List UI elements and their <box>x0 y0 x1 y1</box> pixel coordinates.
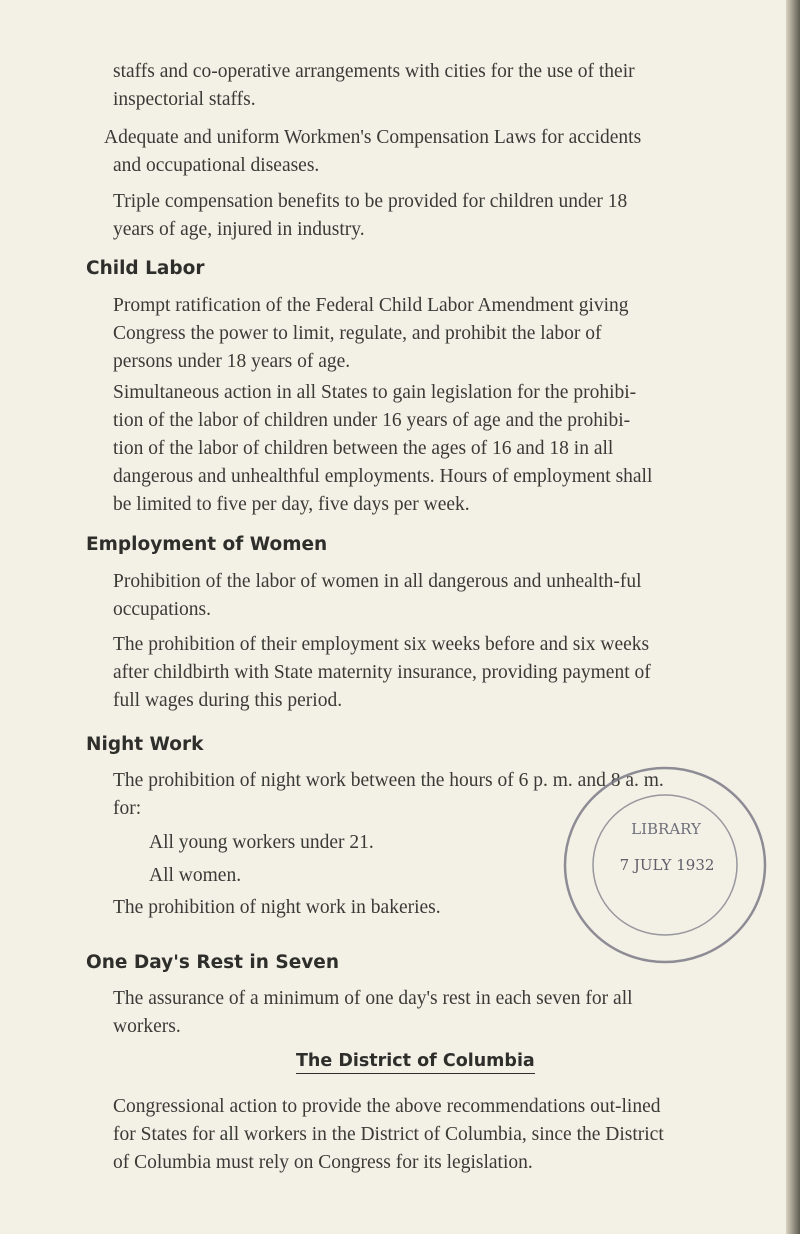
heading-night-work: Night Work <box>86 734 204 755</box>
heading-child-labor: Child Labor <box>86 258 205 279</box>
paragraph-compensation-laws: Adequate and uniform Workmen's Compensation Laws for accidents and occupational diseases. <box>104 127 642 176</box>
paragraph-child-labor-amendment: Prompt ratification of the Federal Child Labor Amendment giving Congress the power to limit, regulate, and prohibit the labor of persons under 18 years of age. <box>113 295 629 372</box>
paragraph-triple-compensation: Triple compensation benefits to be provided for children under 18 years of age, injured in industry. <box>113 191 628 240</box>
heading-employment-women: Employment of Women <box>86 534 328 555</box>
heading-day-rest: One Day's Rest in Seven <box>86 952 340 973</box>
paragraph-staffs: staffs and co-operative arrangements with cities for the use of their inspectorial staffs. <box>113 61 635 110</box>
heading-district-columbia: The District of Columbia <box>296 1051 535 1074</box>
list-item-young-workers: All young workers under 21. <box>149 832 374 853</box>
paragraph-district-columbia: Congressional action to provide the above recommendations out-lined for States for all workers in the District of Columbia, since the District of Columbia must rely on Congress for its legislation. <box>113 1096 664 1173</box>
paragraph-bakeries: The prohibition of night work in bakeries. <box>113 897 441 918</box>
paragraph-night-work-intro: The prohibition of night work between the hours of 6 p. m. and 8 a. m. for: <box>113 770 664 819</box>
paragraph-day-rest: The assurance of a minimum of one day's rest in each seven for all workers. <box>113 988 633 1037</box>
stamp-library-label: LIBRARY <box>631 820 701 838</box>
library-stamp-icon <box>555 760 775 970</box>
stamp-date: 7 JULY 1932 <box>619 856 715 874</box>
page-edge <box>786 0 800 1234</box>
paragraph-simultaneous-action: Simultaneous action in all States to gain legislation for the prohibi-tion of the labor of children under 16 years of age and the prohibi-tion of the labor of children between the ages of 16 and 18 in all dangerous and unhealthful employments. Hours of employment shall be limited to five per day, five days per week. <box>113 382 653 515</box>
list-item-women: All women. <box>149 865 242 886</box>
paragraph-prohibition-women: Prohibition of the labor of women in all dangerous and unhealth-ful occupations. <box>113 571 642 620</box>
paragraph-childbirth: The prohibition of their employment six weeks before and six weeks after childbirth with State maternity insurance, providing payment of full wages during this period. <box>113 634 651 711</box>
